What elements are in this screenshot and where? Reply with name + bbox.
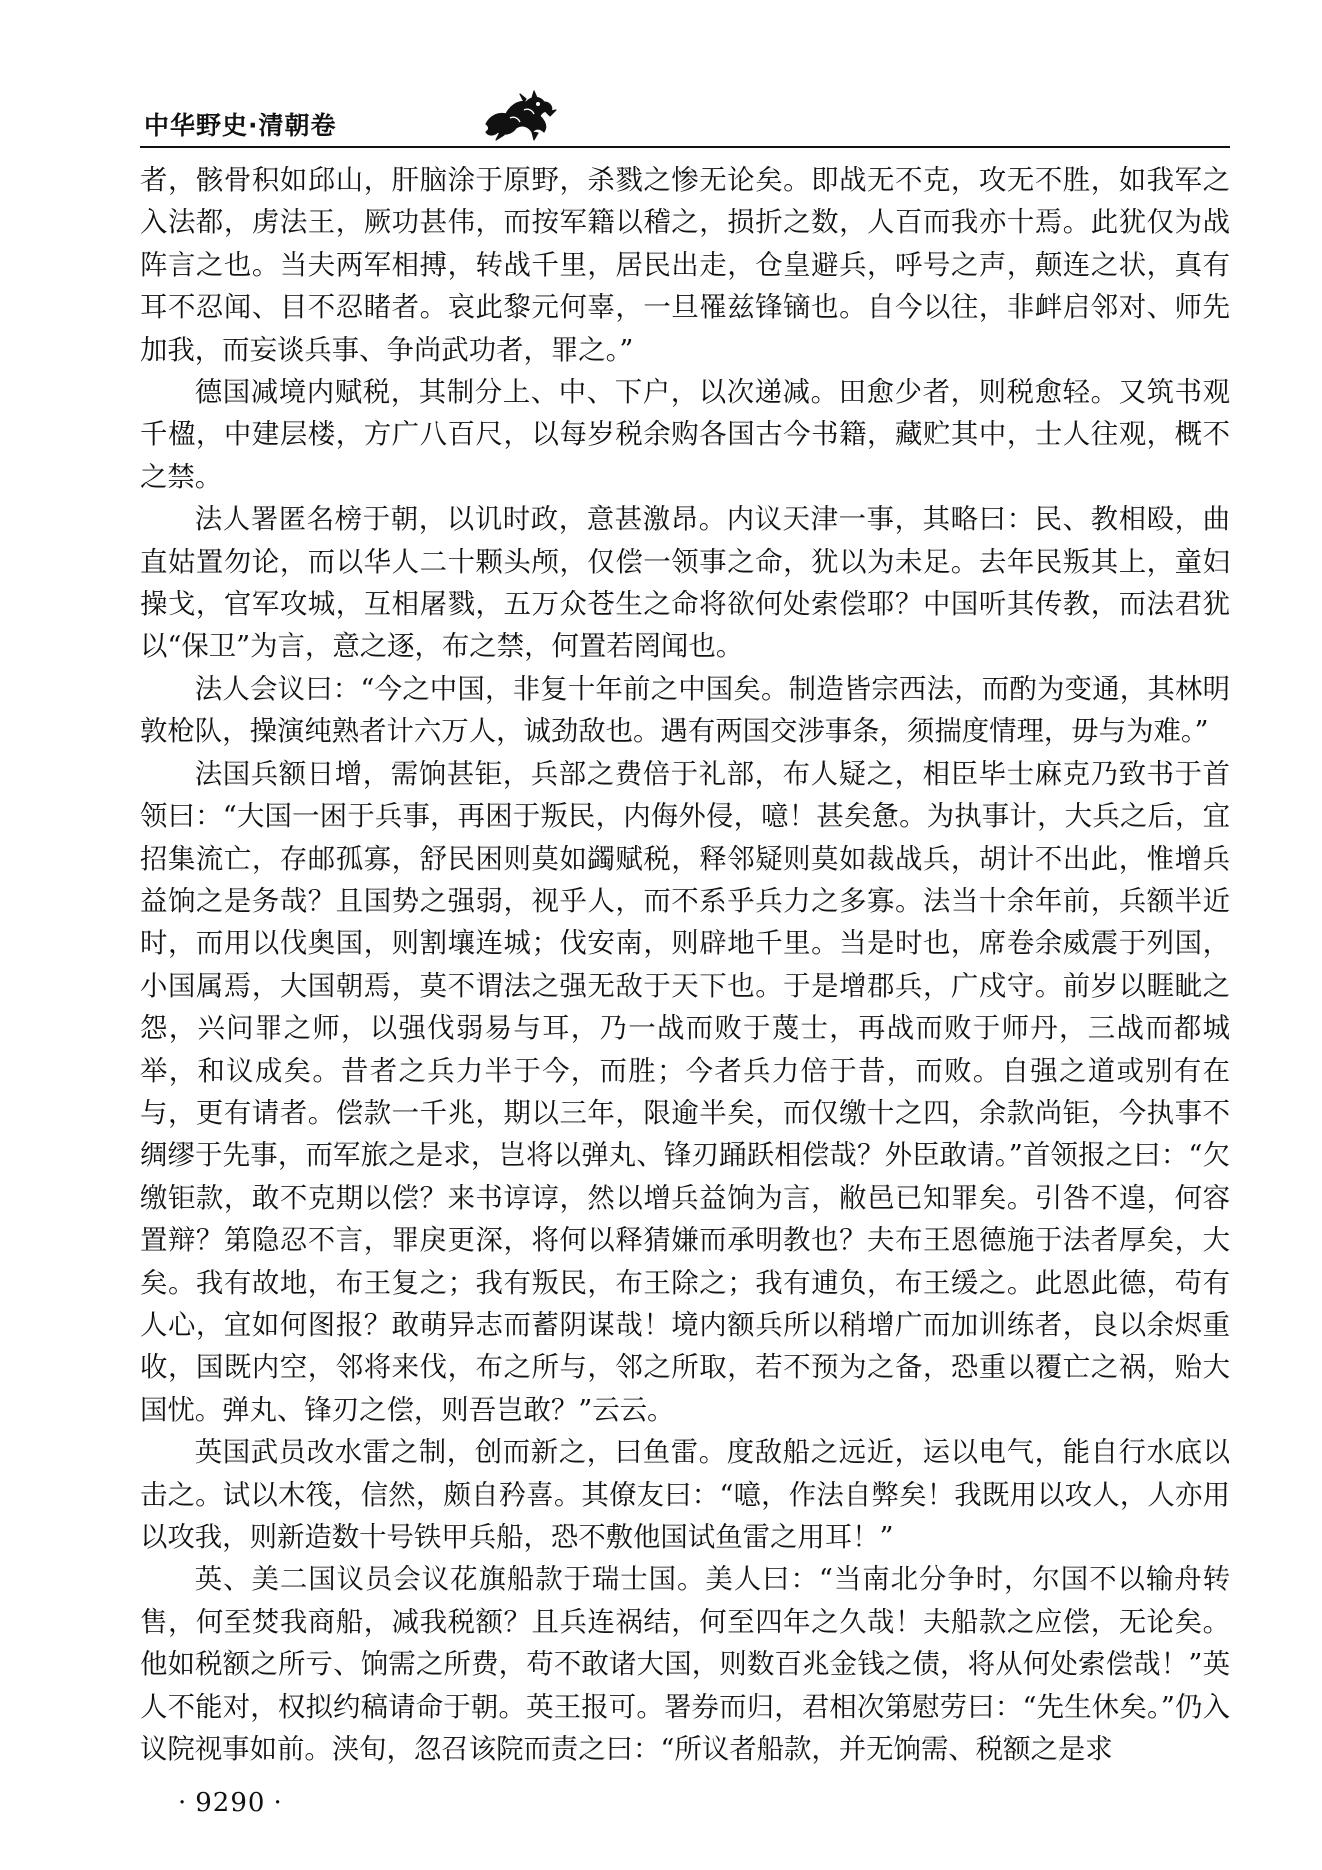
page-footer — [170, 1788, 291, 1818]
paragraph-3: 法人署匿名榜于朝，以讥时政，意甚激昂。内议天津一事，其略曰：民、教相殴，曲直姑置勿论，而以华人二十颗头颅，仅偿一领事之命，犹以为未足。去年民叛其上，童妇操戈，官军攻城，互相屠戮，五万众苍生之命将欲何处索偿耶？中国听其传教，而法君犹以“保卫”为言，意之逐，布之禁，何置若罔闻也。 — [140, 504, 1230, 663]
paragraph-1: 者，骸骨积如邱山，肝脑涂于原野，杀戮之惨无论矣。即战无不克，攻无不胜，如我军之入法都，虏法王，厥功甚伟，而按军籍以稽之，损折之数，人百而我亦十焉。此犹仅为战阵言之也。当夫两军相搏，转战千里，居民出走，仓皇避兵，呼号之声，颠连之状，真有耳不忍闻、目不忍睹者。哀此黎元何辜，一旦罹兹锋镝也。自今以往，非衅启邻对、师先加我，而妄谈兵事、争尚武功者，罪之。” — [140, 165, 1230, 366]
body-text — [140, 160, 1230, 1771]
paragraph-7: 英、美二国议员会议花旗船款于瑞士国。美人曰：“当南北分争时，尔国不以输舟转售，何至焚我商船，减我税额？且兵连祸结，何至四年之久哉！夫船款之应偿，无论矣。他如税额之所亏、饷需之所费，苟不敢诸大国，则数百兆金钱之债，将从何处索偿哉！”英人不能对，权拟约稿请命于朝。英王报可。署券而归，君相次第慰劳曰：“先生休矣。”仍入议院视事如前。浃旬，忽召该院而责之曰：“所议者船款，并无饷需、税额之是求 — [140, 1564, 1230, 1766]
page-number: 9290 — [195, 1788, 266, 1818]
header-rule — [140, 146, 1230, 148]
paragraph-2: 德国减境内赋税，其制分上、中、下户，以次递减。田愈少者，则税愈轻。又筑书观千楹，中建层楼，方广八百尺，以每岁税余购各国古今书籍，藏贮其中，士人往观，概不之禁。 — [140, 377, 1230, 493]
book-title: 中华野史·清朝卷 — [144, 111, 337, 140]
footer-dot-left: · — [178, 1788, 188, 1818]
paragraph-6: 英国武员改水雷之制，创而新之，曰鱼雷。度敌船之远近，运以电气，能自行水底以击之。试以木筏，信然，颇自矜喜。其僚友曰：“噫，作法自弊矣！我既用以攻人，人亦用以攻我，则新造数十号铁甲兵船，恐不敷他国试鱼雷之用耳！” — [140, 1437, 1230, 1553]
dragon-emblem-icon — [480, 90, 558, 142]
footer-dot-right: · — [273, 1788, 283, 1818]
paragraph-5: 法国兵额日增，需饷甚钜，兵部之费倍于礼部，布人疑之，相臣毕士麻克乃致书于首领曰：“大国一困于兵事，再困于叛民，内侮外侵，噫！甚矣惫。为执事计，大兵之后，宜招集流亡，存邮孤寡，舒民困则莫如蠲赋税，释邻疑则莫如裁战兵，胡计不出此，惟增兵益饷之是务哉？且国势之强弱，视乎人，而不系乎兵力之多寡。法当十余年前，兵额半近时，而用以伐奥国，则割壤连城；伐安南，则辟地千里。当是时也，席卷余威震于列国，小国属焉，大国朝焉，莫不谓法之强无敌于天下也。于是增郡兵，广戍守。前岁以睚眦之怨，兴问罪之师，以强伐弱易与耳，乃一战而败于蔑士，再战而败于师丹，三战而都城举，和议成矣。昔者之兵力半于今，而胜；今者兵力倍于昔，而败。自强之道或别有在与，更有请者。偿款一千兆，期以三年，限逾半矣，而仅缴十之四，余款尚钜，今执事不绸缪于先事，而军旅之是求，岂将以弹丸、锋刃踊跃相偿哉？外臣敢请。”首领报之曰：“欠缴钜款，敢不克期以偿？来书谆谆，然以增兵益饷为言，敝邑已知罪矣。引咎不遑，何容置辩？第隐忍不言，罪戾更深，将何以释猜嫌而承明教也？夫布王恩德施于法者厚矣，大矣。我有故地，布王复之；我有叛民，布王除之；我有逋负，布王缓之。此恩此德，苟有人心，宜如何图报？敢萌异志而蓄阴谋哉！境内额兵所以稍增广而加训练者，良以余烬重收，国既内空，邻将来伐，布之所与，邻之所取，若不预为之备，恐重以覆亡之祸，贻大国忧。弹丸、锋刃之偿，则吾岂敢？”云云。 — [140, 758, 1230, 1426]
paragraph-4: 法人会议曰：“今之中国，非复十年前之中国矣。制造皆宗西法，而酌为变通，其林明敦枪队，操演纯熟者计六万人，诚劲敌也。遇有两国交涉事条，须揣度情理，毋与为难。” — [140, 673, 1230, 748]
page-header — [140, 96, 1230, 144]
